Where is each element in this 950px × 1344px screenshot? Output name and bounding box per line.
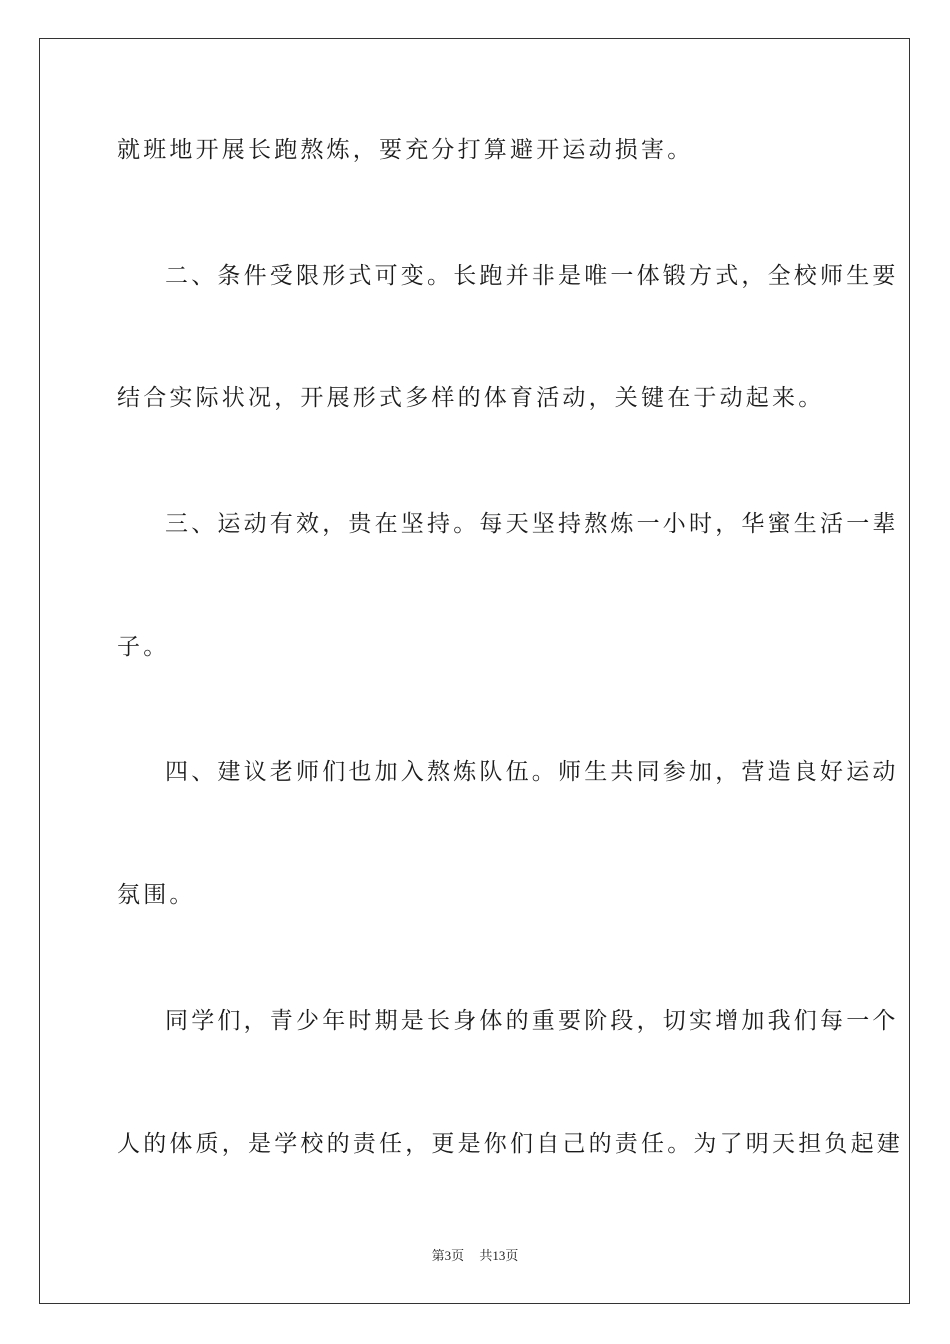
paragraph-4-line-1: 四、建议老师们也加入熬炼队伍。师生共同参加，营造良好运动: [165, 759, 899, 785]
text-line: 氛围。: [117, 882, 196, 908]
paragraph-3-line-1: 三、运动有效，贵在坚持。每天坚持熬炼一小时，华蜜生活一辈: [165, 511, 899, 537]
paragraph-5-line-1: 同学们，青少年时期是长身体的重要阶段，切实增加我们每一个: [165, 1008, 899, 1034]
paragraph-2-line-1: 二、条件受限形式可变。长跑并非是唯一体锻方式，全校师生要: [165, 263, 899, 289]
page-total: 共13页: [479, 1248, 519, 1263]
page-frame: [39, 38, 910, 1304]
text-line: 子。: [117, 634, 170, 660]
text-line: 就班地开展长跑熬炼，要充分打算避开运动损害。: [117, 137, 694, 163]
page-number: 第3页: [431, 1248, 465, 1263]
text-line: 结合实际状况，开展形式多样的体育活动，关键在于动起来。: [117, 385, 825, 411]
text-line: 人的体质，是学校的责任，更是你们自己的责任。为了明天担负起建: [117, 1131, 903, 1157]
page-footer: [0, 1247, 950, 1265]
